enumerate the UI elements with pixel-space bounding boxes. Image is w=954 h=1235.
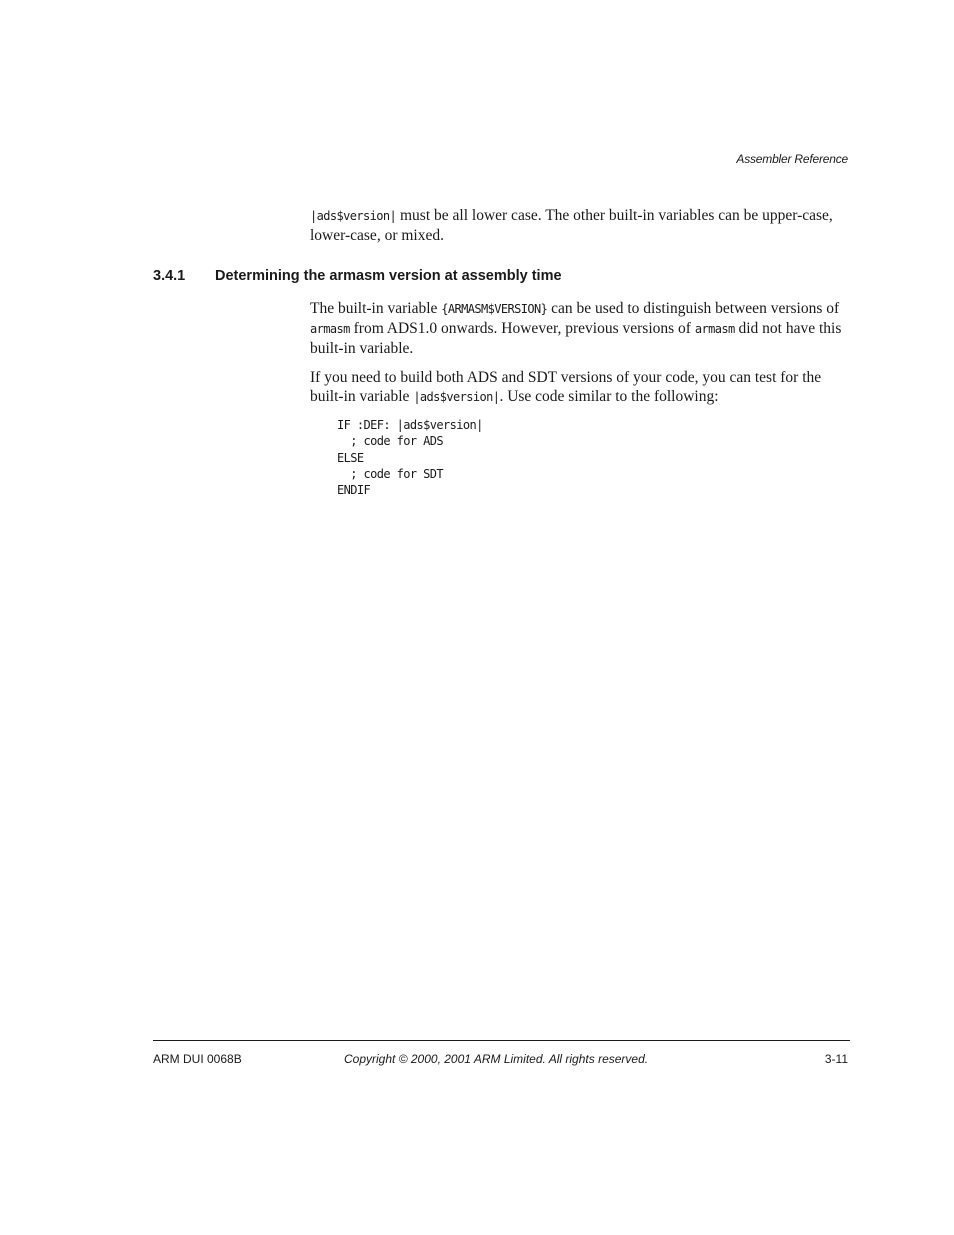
code-line: ; code for ADS — [337, 434, 443, 449]
inline-code: {ARMASM$VERSION} — [441, 302, 548, 316]
inline-code: armasm — [310, 322, 350, 336]
footer-divider — [153, 1040, 850, 1041]
paragraph-text: If you need to build both ADS and SDT versions of your code, you can test for the built-in variable — [310, 369, 822, 405]
inline-code: |ads$version| — [413, 390, 500, 404]
section-number: 3.4.1 — [153, 268, 186, 284]
inline-code: armasm — [694, 322, 735, 336]
footer-page-number: 3-11 — [824, 1052, 848, 1066]
footer-doc-id: ARM DUI 0068B — [153, 1052, 242, 1066]
paragraph-text: The built-in variable — [310, 300, 442, 317]
running-header: Assembler Reference — [736, 152, 848, 166]
paragraph-text: can be used to distinguish between versions of — [547, 300, 840, 317]
inline-code: |ads$version| — [310, 209, 397, 223]
intro-paragraph — [310, 206, 850, 245]
code-example — [337, 417, 483, 498]
footer-copyright: Copyright © 2000, 2001 ARM Limited. All rights reserved. — [344, 1052, 649, 1066]
paragraph-version-variable — [310, 299, 850, 358]
code-line: ENDIF — [337, 483, 371, 498]
section-heading — [153, 268, 562, 284]
paragraph-build-test — [310, 368, 850, 407]
paragraph-text: must be all lower case. The other built-in variables can be upper-case, lower-case, or mixed. — [310, 207, 833, 244]
section-title: Determining the armasm version at assembly time — [215, 268, 562, 284]
code-line: ; code for SDT — [337, 466, 443, 481]
paragraph-text: . Use code similar to the following: — [499, 388, 719, 405]
code-line: IF :DEF: |ads$version| — [337, 418, 483, 432]
code-line: ELSE — [337, 450, 364, 465]
paragraph-text: did not have this built-in variable. — [310, 320, 842, 357]
paragraph-text: from ADS1.0 onwards. However, previous versions of — [349, 320, 695, 337]
